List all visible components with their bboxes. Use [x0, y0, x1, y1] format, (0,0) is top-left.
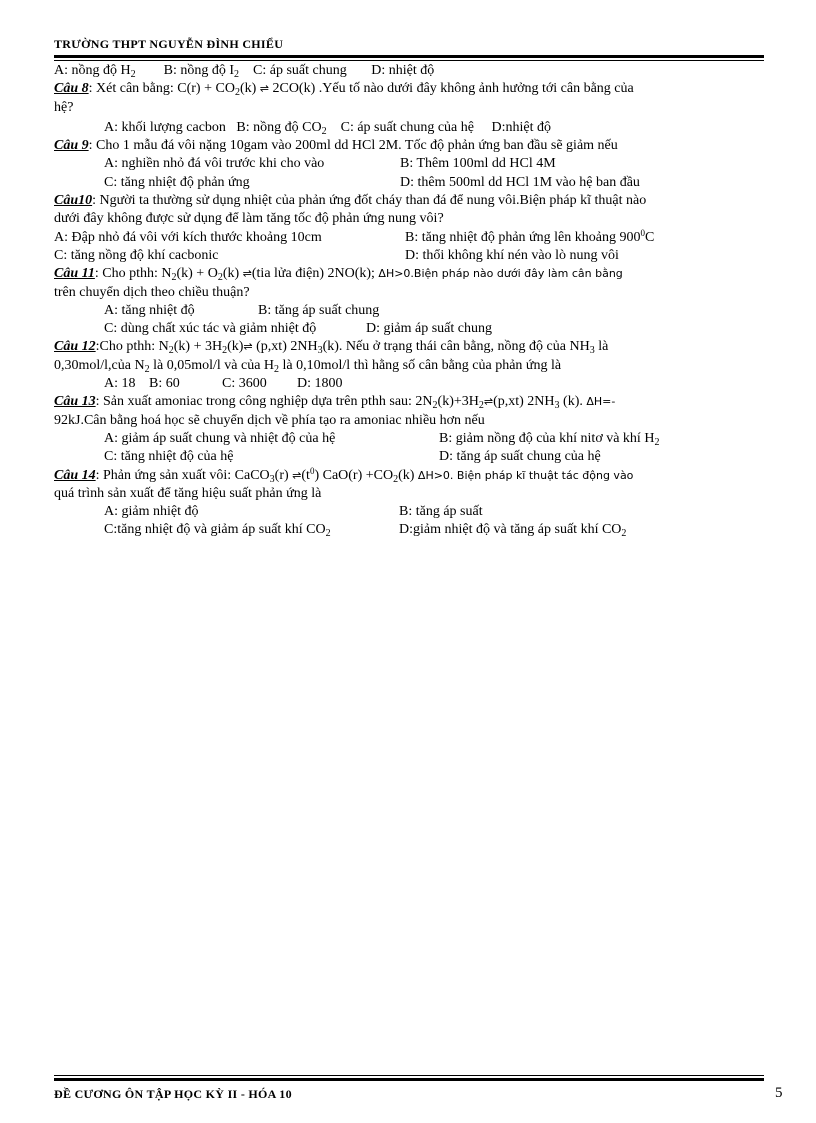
q8-stem: Câu 8: Xét cân bằng: $C(r) + CO_2(k)$ ⇌ 2CO(k) .Yếu tố nào dưới đây không ảnh hưởng tới cân bằng của — [54, 81, 634, 99]
q14-options-ab — [54, 503, 766, 521]
questions-content — [54, 62, 766, 540]
equilibrium-arrow-icon: ⇌ — [483, 395, 494, 409]
q11-option-b: B: tăng áp suất chung — [258, 302, 380, 318]
q12-option-c: C: 3600 — [222, 376, 267, 392]
q9-stem: Câu 9: Cho 1 mẫu đá vôi nặng 10gam vào 200ml dd HCl 2M. Tốc độ phản ứng ban đầu sẽ giảm nếu — [54, 138, 618, 154]
q7-option-d: D: nhiệt độ — [371, 63, 435, 78]
school-header: TRƯỜNG THPT NGUYỄN ĐÌNH CHIỂU — [54, 37, 284, 51]
q9-option-b: B: Thêm 100ml dd HCl 4M — [400, 156, 556, 172]
equilibrium-arrow-icon: ⇌ — [292, 468, 302, 482]
header-rule-thin — [54, 60, 764, 61]
q10-options-cd — [54, 247, 766, 265]
q9-option-c: C: tăng nhiệt độ phản ứng — [104, 174, 250, 190]
q13-options-ab — [54, 430, 766, 448]
q11-options-cd — [54, 320, 766, 338]
q10-option-b: B: tăng nhiệt độ phản ứng lên khoảng $900^0C$ — [405, 227, 655, 245]
q11-options-ab — [54, 302, 766, 320]
q9-label: Câu 9 — [54, 138, 89, 154]
footer-rule-thick — [54, 1078, 764, 1081]
q7-option-b: B: nồng độ $I_2$ — [163, 63, 240, 80]
q9-options-cd — [54, 174, 766, 192]
q10-option-d: D: thổi không khí nén vào lò nung vôi — [405, 247, 619, 263]
equilibrium-arrow-icon: ⇌ — [242, 267, 252, 281]
q14-option-a: A: giảm nhiệt độ — [104, 504, 199, 520]
q13-option-b: B: giảm nồng độ của khí nitơ và khí $H_2$ — [439, 430, 660, 448]
page-number: 5 — [775, 1085, 783, 1101]
footer-title: ĐỀ CƯƠNG ÔN TẬP HỌC KỲ II - HÓA 10 — [54, 1087, 292, 1101]
q10-stem-cont: dưới đây không được sử dụng để làm tăng tốc độ phản ứng nung vôi? — [54, 211, 444, 227]
q12-option-d: D: 1800 — [297, 376, 343, 392]
q9-option-a: A: nghiền nhỏ đá vôi trước khi cho vào — [104, 156, 325, 172]
q13-stem: Câu 13: Sản xuất amoniac trong công nghiệp dựa trên pthh sau: $2N_2(k)+3H_2\rightleftharpoons(p,xt)$ $2NH_3$ (k). ΔH=- — [54, 394, 616, 412]
q14-label: Câu 14 — [54, 467, 96, 483]
q8-label: Câu 8 — [54, 81, 89, 97]
q7-option-c: C: áp suất chung — [253, 63, 347, 78]
q10-stem: Câu10: Người ta thường sử dụng nhiệt của phản ứng đốt cháy than đá để nung vôi.Biện pháp kĩ thuật nào — [54, 193, 647, 209]
q7-option-a: A: nồng độ $H_2$ — [54, 63, 136, 80]
q12-option-a: A: 18 — [104, 376, 136, 392]
q12-stem: Câu 12:Cho pthh: $N_2(k)$ + $3H_2(k)\rightleftharpoons$ (p,xt) $2NH_3(k)$. Nếu ở trạng thái cân bằng, nồng độ của $NH_3$ là — [54, 339, 609, 357]
q11-stem-cont: trên chuyển dịch theo chiều thuận? — [54, 284, 250, 300]
q13-options-cd — [54, 448, 766, 466]
q13-label: Câu 13 — [54, 394, 96, 410]
equilibrium-arrow-icon: ⇌ — [243, 340, 253, 354]
equilibrium-arrow-icon: ⇌ — [259, 82, 269, 96]
q14-options-cd — [54, 521, 766, 539]
q12-option-b: B: 60 — [149, 376, 180, 392]
q8-options — [54, 119, 766, 137]
q11-label: Câu 11 — [54, 266, 95, 282]
q12-stem-cont: 0,30mol/l,của $N_2$ là 0,05mol/l và của $H_2$ là 0,10mol/l thì hằng số cân bằng của phản ứng là — [54, 357, 562, 375]
q10-option-a: A: Đập nhỏ đá vôi với kích thước khoảng 10cm — [54, 229, 322, 245]
q14-option-d: D:giảm nhiệt độ và tăng áp suất khí $CO_2$ — [399, 522, 627, 540]
q13-option-c: C: tăng nhiệt độ của hệ — [104, 449, 234, 465]
q8-option-a: A: khối lượng cacbon — [104, 119, 226, 135]
q13-option-d: D: tăng áp suất chung của hệ — [439, 449, 601, 465]
q11-option-c: C: dùng chất xúc tác và giảm nhiệt độ — [104, 321, 317, 337]
q10-option-c: C: tăng nồng độ khí cacbonic — [54, 247, 219, 263]
q11-option-a: A: tăng nhiệt độ — [104, 302, 195, 318]
footer-rule-thin — [54, 1075, 764, 1076]
q11-option-d: D: giảm áp suất chung — [366, 321, 492, 337]
q13-stem-cont: 92kJ.Cân bằng hoá học sẽ chuyển dịch về phía tạo ra amoniac nhiều hơn nếu — [54, 412, 485, 428]
q14-stem-cont: quá trình sản xuất để tăng hiệu suất phản ứng là — [54, 485, 322, 501]
q7-options — [54, 62, 766, 80]
q13-option-a: A: giảm áp suất chung và nhiệt độ của hệ — [104, 430, 336, 446]
q10-label: Câu10 — [54, 193, 93, 209]
q8-option-d: D:nhiệt độ — [491, 119, 551, 135]
q10-options-ab — [54, 229, 766, 247]
q14-option-c: C:tăng nhiệt độ và giảm áp suất khí $CO_2$ — [104, 522, 331, 540]
q11-stem: Câu 11: Cho pthh: $N_2(k) + O_2(k)$ ⇌(tia lửa điện) 2NO(k); ΔH>0.Biện pháp nào dưới đây làm cân bằng — [54, 266, 623, 284]
q14-option-b: B: tăng áp suất — [399, 504, 483, 520]
header-rule-thick — [54, 55, 764, 58]
q8-option-c: C: áp suất chung của hệ — [340, 119, 474, 135]
q9-options-ab — [54, 155, 766, 173]
q8-option-b: B: nồng độ $CO_2$ — [236, 119, 327, 137]
q12-options — [54, 375, 766, 393]
q12-label: Câu 12 — [54, 339, 96, 355]
q9-option-d: D: thêm 500ml dd HCl 1M vào hệ ban đầu — [400, 174, 640, 190]
q8-stem-cont: hệ? — [54, 99, 74, 115]
q14-stem: Câu 14: Phản ứng sản xuất vôi: CaCO$_3$(r) $\rightleftharpoons(t^0)$ $CaO(r) +CO_2(k)$ ΔH>0. Biện pháp kĩ thuật tác động vào — [54, 465, 634, 485]
